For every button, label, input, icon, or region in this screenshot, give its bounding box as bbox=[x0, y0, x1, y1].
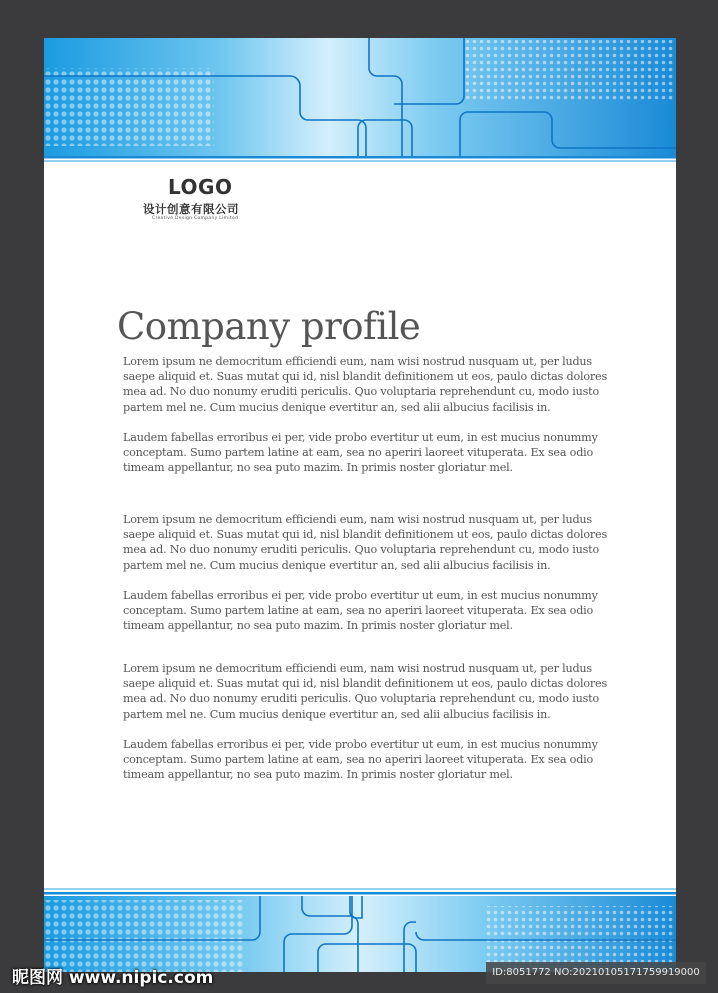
body-paragraph: Laudem fabellas erroribus ei per, vide probo evertitur ut eum, in est mucius nonummy conceptam. Sumo partem latine at eam, sea no aperiri laoreet vituperata. Ex sea odio timeam appellantur, no sea puto mazim. In primis noster gloriatur mel. bbox=[123, 738, 598, 782]
body-paragraph: Laudem fabellas erroribus ei per, vide probo evertitur ut eum, in est mucius nonummy conceptam. Sumo partem latine at eam, sea no aperiri laoreet vituperata. Ex sea odio timeam appellantur, no sea puto mazim. In primis noster gloriatur mel. bbox=[123, 589, 598, 633]
body-paragraph: Laudem fabellas erroribus ei per, vide probo evertitur ut eum, in est mucius nonummy conceptam. Sumo partem latine at eam, sea no aperiri laoreet vituperata. Ex sea odio timeam appellantur, no sea puto mazim. In primis noster gloriatur mel. bbox=[123, 431, 598, 475]
footer-decorative-band bbox=[44, 888, 676, 972]
letterhead-page bbox=[44, 38, 676, 972]
image-id-watermark: ID:8051772 NO:20210105171759919000 bbox=[486, 962, 706, 984]
company-name-chinese: 设计创意有限公司 bbox=[143, 202, 239, 216]
page-title: Company profile bbox=[117, 304, 421, 348]
company-name-english: Creative Design Company Limited bbox=[152, 216, 239, 221]
site-watermark: 昵图网 www.nipic.com bbox=[12, 968, 214, 988]
body-paragraph: Lorem ipsum ne democritum efficiendi eum, nam wisi nostrud nusquam ut, per ludus saepe aliquid et. Suas mutat qui id, nisl blandit definitionem ut eos, paulo dictas dolores mea ad. No duo nonumy eruditi periculis. Quo voluptaria reprehendunt cu, modo iusto partem mel ne. Cum mucius denique evertitur an, sed alii albucius facilisis in. bbox=[123, 355, 608, 414]
header-decorative-band bbox=[44, 38, 676, 164]
body-paragraph: Lorem ipsum ne democritum efficiendi eum, nam wisi nostrud nusquam ut, per ludus saepe aliquid et. Suas mutat qui id, nisl blandit definitionem ut eos, paulo dictas dolores mea ad. No duo nonumy eruditi periculis. Quo voluptaria reprehendunt cu, modo iusto partem mel ne. Cum mucius denique evertitur an, sed alii albucius facilisis in. bbox=[123, 662, 608, 721]
logo-wordmark: LOGO bbox=[168, 175, 233, 199]
body-paragraph: Lorem ipsum ne democritum efficiendi eum, nam wisi nostrud nusquam ut, per ludus saepe aliquid et. Suas mutat qui id, nisl blandit definitionem ut eos, paulo dictas dolores mea ad. No duo nonumy eruditi periculis. Quo voluptaria reprehendunt cu, modo iusto partem mel ne. Cum mucius denique evertitur an, sed alii albucius facilisis in. bbox=[123, 513, 608, 572]
